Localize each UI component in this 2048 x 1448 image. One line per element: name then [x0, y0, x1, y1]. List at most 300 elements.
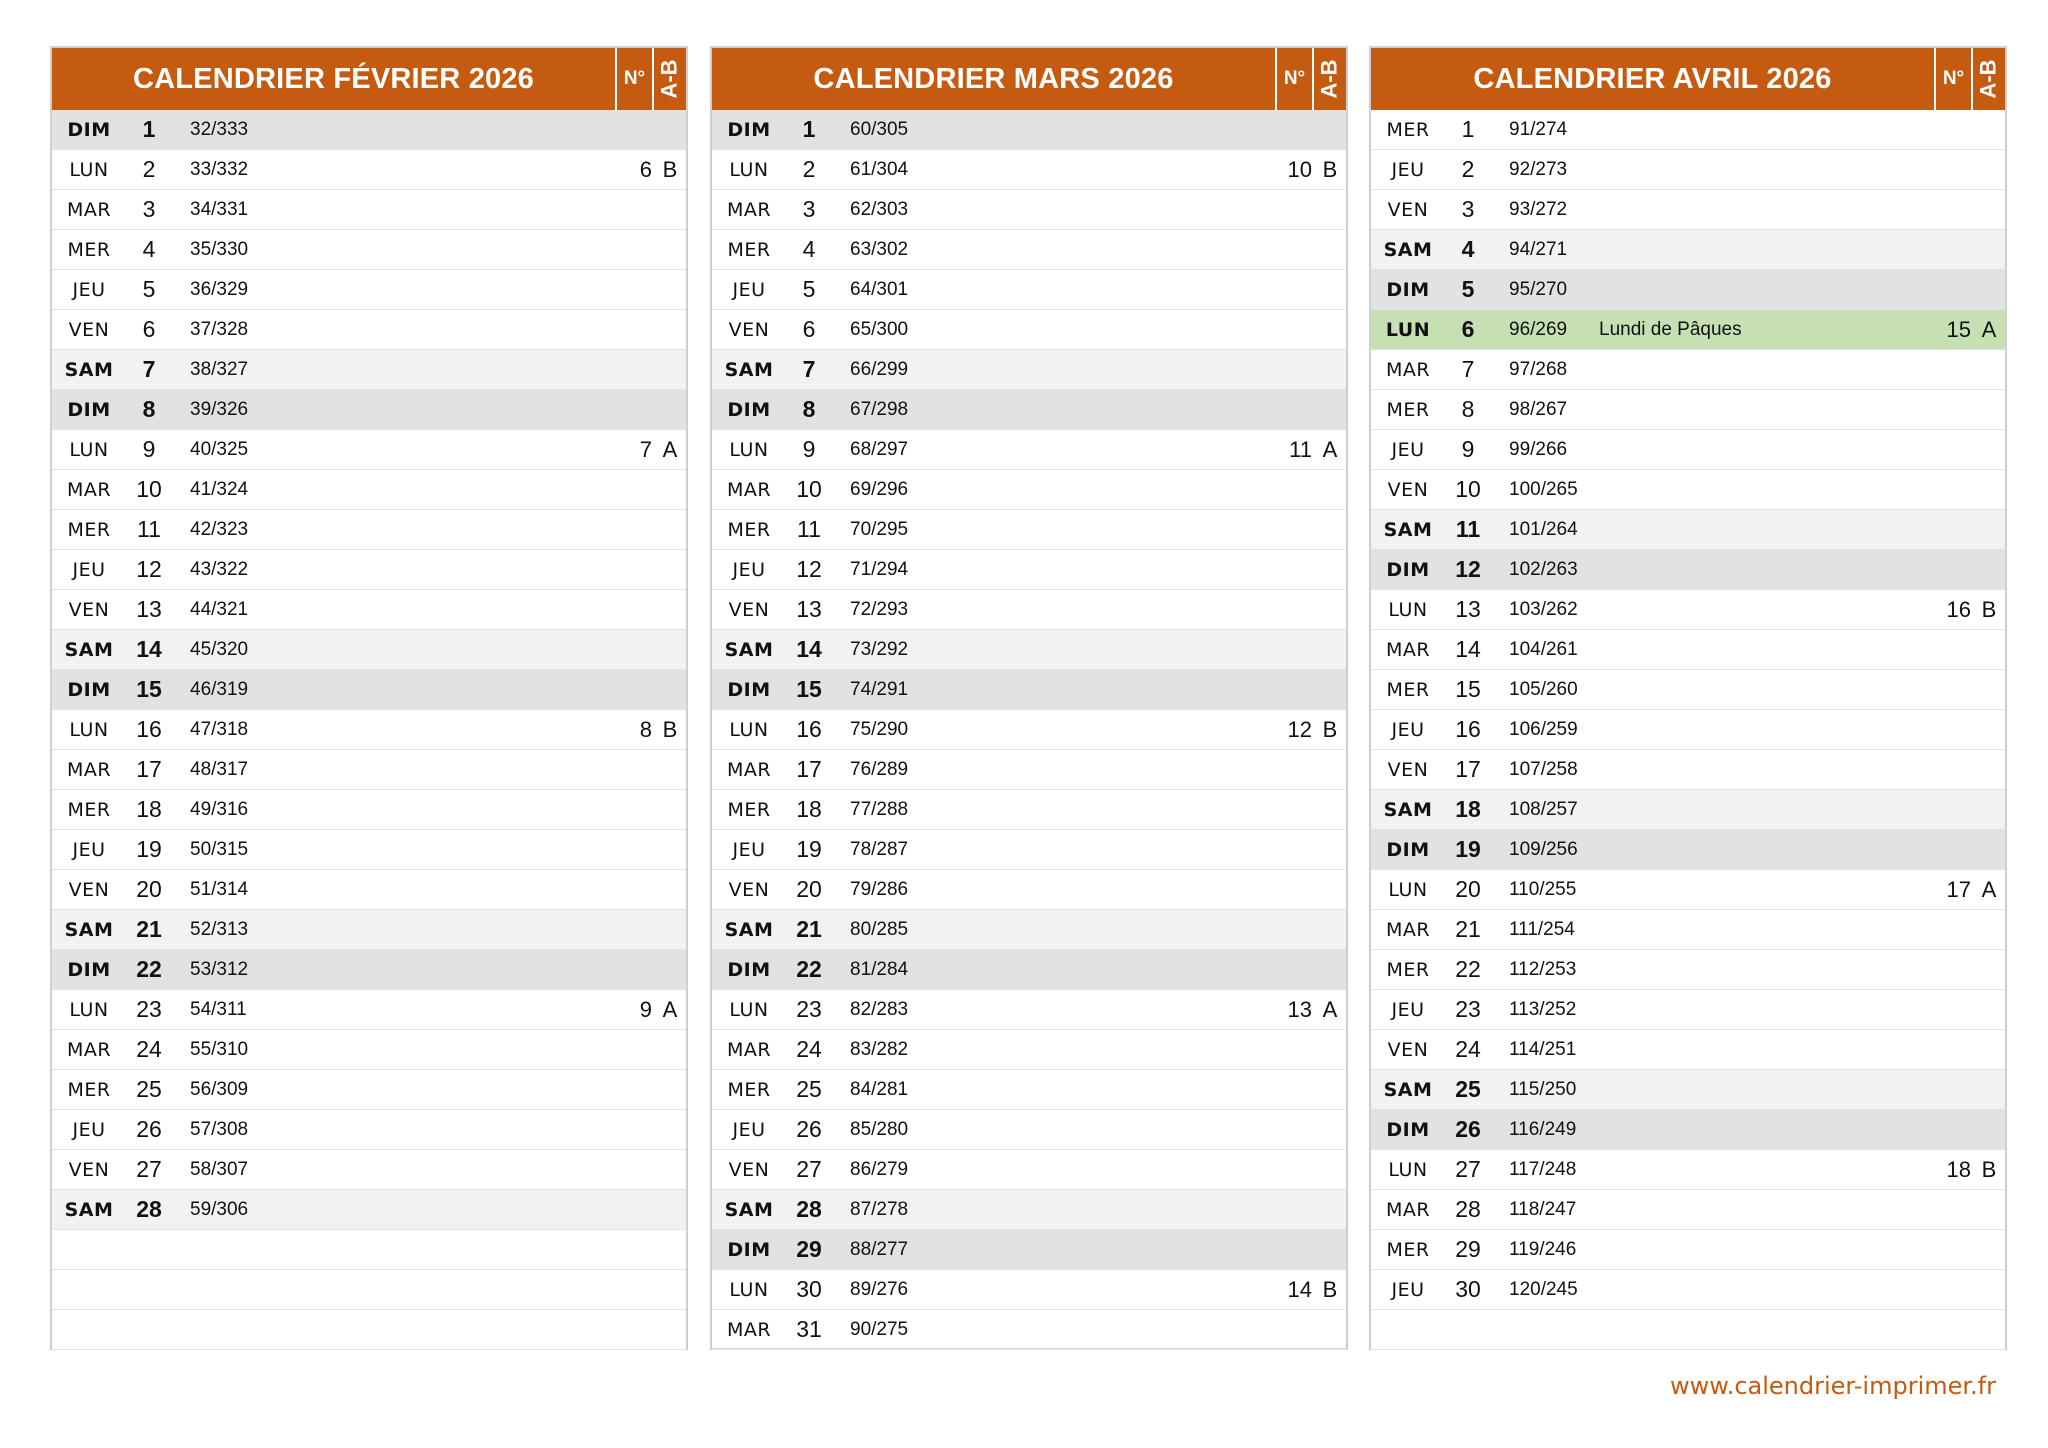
day-number: 11	[797, 516, 821, 542]
day-of-year: 42/323	[190, 518, 249, 540]
weekday: LUN	[729, 438, 769, 461]
day-row	[52, 790, 686, 830]
weekday: MER	[1386, 398, 1430, 421]
weekday: DIM	[727, 958, 771, 981]
day-row	[52, 190, 686, 230]
day-number: 15	[1455, 676, 1481, 702]
day-number: 6	[802, 316, 816, 342]
day-of-year: 38/327	[190, 358, 249, 380]
weekday: VEN	[728, 318, 770, 341]
day-of-year: 43/322	[190, 558, 249, 580]
day-row	[1371, 1190, 2005, 1230]
day-row	[52, 430, 686, 470]
empty-row	[52, 1270, 686, 1310]
week-number: 15	[1946, 316, 1971, 342]
day-row	[712, 1110, 1346, 1150]
week-number: 14	[1287, 1276, 1312, 1302]
day-of-year: 108/257	[1509, 798, 1578, 820]
day-number: 11	[137, 516, 161, 542]
day-of-year: 82/283	[850, 998, 909, 1020]
weekday: VEN	[1387, 758, 1429, 781]
weekday: JEU	[1391, 1278, 1425, 1301]
day-number: 21	[136, 916, 162, 942]
day-row	[1371, 110, 2005, 150]
day-number: 12	[796, 556, 822, 582]
day-number: 19	[796, 836, 822, 862]
week-ab: B	[662, 716, 678, 742]
day-of-year: 77/288	[850, 798, 909, 820]
day-row	[1371, 270, 2005, 310]
weekday: MER	[67, 1078, 111, 1101]
day-of-year: 90/275	[850, 1318, 909, 1340]
day-number: 17	[796, 756, 822, 782]
weekday: MAR	[66, 1038, 112, 1061]
holiday-row	[1371, 310, 2005, 350]
day-of-year: 109/256	[1509, 838, 1578, 860]
day-of-year: 76/289	[850, 758, 909, 780]
day-of-year: 111/254	[1509, 918, 1575, 940]
weekday: MAR	[726, 1038, 772, 1061]
day-of-year: 74/291	[850, 678, 909, 700]
website-link[interactable]: www.calendrier-imprimer.fr	[1670, 1372, 1996, 1400]
day-of-year: 119/246	[1509, 1238, 1577, 1260]
day-number: 7	[142, 356, 156, 382]
day-of-year: 107/258	[1509, 758, 1578, 780]
weekday: MAR	[726, 198, 772, 221]
day-of-year: 44/321	[190, 598, 249, 620]
weekday: DIM	[1386, 558, 1430, 581]
day-row	[712, 430, 1346, 470]
week-number-header: N°	[615, 48, 652, 110]
weekday: DIM	[727, 398, 771, 421]
weekday: MER	[67, 798, 111, 821]
day-row	[712, 1070, 1346, 1110]
day-row	[52, 1110, 686, 1150]
weekday: MAR	[66, 198, 112, 221]
day-of-year: 85/280	[850, 1118, 909, 1140]
day-number: 31	[796, 1316, 822, 1342]
day-number: 1	[1461, 116, 1475, 142]
week-ab: A	[1981, 316, 1997, 342]
day-row	[1371, 750, 2005, 790]
day-row	[712, 830, 1346, 870]
weekday: MER	[1386, 1238, 1430, 1261]
day-of-year: 35/330	[190, 238, 249, 260]
day-number: 21	[1455, 916, 1481, 942]
weekday: MER	[67, 518, 111, 541]
weekday: LUN	[69, 998, 109, 1021]
day-number: 25	[136, 1076, 162, 1102]
day-row	[712, 1270, 1346, 1310]
weekday: SAM	[724, 918, 774, 941]
day-row	[52, 110, 686, 150]
day-number: 7	[1461, 356, 1475, 382]
month-title: CALENDRIER FÉVRIER 2026	[132, 62, 535, 95]
day-of-year: 58/307	[190, 1158, 249, 1180]
weekday: MAR	[1385, 638, 1431, 661]
day-number: 5	[142, 276, 156, 302]
day-row	[712, 550, 1346, 590]
day-number: 4	[1461, 236, 1475, 262]
day-of-year: 72/293	[850, 598, 909, 620]
event-label: Lundi de Pâques	[1599, 318, 1742, 340]
day-number: 27	[136, 1156, 162, 1182]
week-number: 12	[1287, 716, 1312, 742]
day-row	[52, 390, 686, 430]
day-number: 22	[796, 956, 822, 982]
day-number: 16	[136, 716, 162, 742]
day-row	[712, 1030, 1346, 1070]
weekday: VEN	[1387, 1038, 1429, 1061]
week-number: 8	[639, 716, 652, 742]
weekday: DIM	[67, 958, 111, 981]
weekday: DIM	[727, 118, 771, 141]
ab-header: A-B	[1971, 48, 2005, 110]
day-row	[1371, 790, 2005, 830]
day-of-year: 36/329	[190, 278, 249, 300]
weekday: MER	[727, 238, 771, 261]
weekday: MAR	[1385, 918, 1431, 941]
day-number: 8	[802, 396, 816, 422]
day-of-year: 66/299	[850, 358, 909, 380]
day-of-year: 106/259	[1509, 718, 1578, 740]
day-row	[52, 470, 686, 510]
day-number: 17	[136, 756, 162, 782]
day-row	[1371, 550, 2005, 590]
day-row	[1371, 390, 2005, 430]
day-of-year: 100/265	[1509, 478, 1578, 500]
week-number-header: N°	[1275, 48, 1312, 110]
day-number: 2	[802, 156, 816, 182]
weekday: LUN	[1388, 1158, 1428, 1181]
day-of-year: 68/297	[850, 438, 909, 460]
day-number: 11	[1455, 516, 1481, 542]
weekday: VEN	[68, 1158, 110, 1181]
day-row	[52, 230, 686, 270]
weekday: JEU	[72, 558, 106, 581]
day-of-year: 33/332	[190, 158, 249, 180]
day-number: 2	[142, 156, 156, 182]
weekday: JEU	[72, 278, 106, 301]
day-row	[712, 510, 1346, 550]
day-number: 10	[796, 476, 822, 502]
month-table-march	[710, 46, 1348, 1350]
weekday: MAR	[726, 1318, 772, 1341]
day-row	[712, 470, 1346, 510]
weekday: LUN	[729, 718, 769, 741]
day-row	[52, 1030, 686, 1070]
weekday: SAM	[724, 638, 774, 661]
month-header	[52, 48, 686, 110]
day-row	[52, 590, 686, 630]
weekday: MAR	[1385, 1198, 1431, 1221]
day-of-year: 65/300	[850, 318, 909, 340]
week-ab: B	[1322, 1276, 1338, 1302]
day-of-year: 113/252	[1509, 998, 1577, 1020]
day-number: 5	[1461, 276, 1475, 302]
day-of-year: 102/263	[1509, 558, 1578, 580]
day-row	[1371, 710, 2005, 750]
day-number: 28	[796, 1196, 822, 1222]
day-of-year: 59/306	[190, 1198, 249, 1220]
day-row	[1371, 1230, 2005, 1270]
day-row	[1371, 470, 2005, 510]
day-row	[1371, 1030, 2005, 1070]
weekday: VEN	[68, 598, 110, 621]
day-row	[52, 310, 686, 350]
day-of-year: 104/261	[1509, 638, 1578, 660]
empty-row	[52, 1310, 686, 1350]
day-of-year: 41/324	[190, 478, 249, 500]
day-number: 3	[802, 196, 816, 222]
day-row	[1371, 950, 2005, 990]
day-row	[1371, 1270, 2005, 1310]
weekday: SAM	[1383, 238, 1433, 261]
weekday: MAR	[726, 758, 772, 781]
day-row	[52, 1150, 686, 1190]
week-number: 18	[1946, 1156, 1971, 1182]
day-number: 22	[136, 956, 162, 982]
day-of-year: 96/269	[1509, 318, 1568, 340]
day-number: 20	[1455, 876, 1481, 902]
weekday: LUN	[729, 998, 769, 1021]
day-of-year: 99/266	[1509, 438, 1568, 460]
day-of-year: 56/309	[190, 1078, 249, 1100]
weekday: MER	[1386, 118, 1430, 141]
day-row	[712, 190, 1346, 230]
day-number: 19	[136, 836, 162, 862]
day-number: 10	[136, 476, 162, 502]
ab-header: A-B	[1312, 48, 1346, 110]
month-table-february	[50, 46, 688, 1350]
day-row	[1371, 350, 2005, 390]
weekday: SAM	[64, 918, 114, 941]
day-row	[712, 870, 1346, 910]
day-row	[52, 1190, 686, 1230]
day-of-year: 117/248	[1509, 1158, 1577, 1180]
day-of-year: 71/294	[850, 558, 909, 580]
day-row	[1371, 150, 2005, 190]
weekday: MER	[1386, 678, 1430, 701]
day-number: 27	[1455, 1156, 1481, 1182]
day-of-year: 50/315	[190, 838, 249, 860]
weekday: SAM	[64, 358, 114, 381]
day-of-year: 101/264	[1509, 518, 1578, 540]
day-of-year: 84/281	[850, 1078, 909, 1100]
week-number: 7	[639, 436, 652, 462]
day-number: 5	[802, 276, 816, 302]
week-number: 16	[1946, 596, 1971, 622]
day-of-year: 94/271	[1509, 238, 1568, 260]
day-row	[1371, 990, 2005, 1030]
weekday: JEU	[732, 278, 766, 301]
day-row	[52, 950, 686, 990]
day-row	[712, 670, 1346, 710]
day-row	[52, 830, 686, 870]
day-number: 23	[796, 996, 822, 1022]
day-of-year: 49/316	[190, 798, 249, 820]
day-number: 28	[1455, 1196, 1481, 1222]
day-number: 10	[1455, 476, 1481, 502]
day-of-year: 55/310	[190, 1038, 249, 1060]
day-of-year: 118/247	[1509, 1198, 1577, 1220]
day-of-year: 95/270	[1509, 278, 1568, 300]
day-row	[1371, 430, 2005, 470]
weekday: MAR	[66, 758, 112, 781]
day-row	[712, 710, 1346, 750]
weekday: MER	[727, 798, 771, 821]
day-of-year: 88/277	[850, 1238, 909, 1260]
day-row	[712, 1230, 1346, 1270]
weekday: SAM	[1383, 798, 1433, 821]
day-number: 13	[1455, 596, 1481, 622]
weekday: JEU	[732, 838, 766, 861]
day-number: 21	[796, 916, 822, 942]
day-number: 14	[136, 636, 162, 662]
day-row	[712, 230, 1346, 270]
day-row	[712, 270, 1346, 310]
day-of-year: 103/262	[1509, 598, 1578, 620]
day-row	[712, 990, 1346, 1030]
weekday: DIM	[1386, 278, 1430, 301]
day-row	[52, 630, 686, 670]
day-row	[712, 790, 1346, 830]
day-number: 20	[796, 876, 822, 902]
day-number: 24	[796, 1036, 822, 1062]
day-rows	[52, 110, 686, 1350]
day-number: 16	[1455, 716, 1481, 742]
day-number: 17	[1455, 756, 1481, 782]
day-number: 13	[136, 596, 162, 622]
month-table-april	[1369, 46, 2007, 1350]
day-number: 1	[802, 116, 816, 142]
day-of-year: 52/313	[190, 918, 249, 940]
day-row	[712, 950, 1346, 990]
day-row	[52, 270, 686, 310]
day-number: 25	[796, 1076, 822, 1102]
day-of-year: 75/290	[850, 718, 909, 740]
weekday: LUN	[69, 718, 109, 741]
month-title: CALENDRIER MARS 2026	[813, 62, 1174, 95]
day-number: 1	[142, 116, 156, 142]
weekday: MER	[67, 238, 111, 261]
day-of-year: 67/298	[850, 398, 909, 420]
day-row	[712, 590, 1346, 630]
day-of-year: 110/255	[1509, 878, 1577, 900]
day-number: 18	[1455, 796, 1481, 822]
day-of-year: 98/267	[1509, 398, 1568, 420]
weekday: JEU	[1391, 718, 1425, 741]
day-of-year: 45/320	[190, 638, 249, 660]
weekday: JEU	[1391, 438, 1425, 461]
day-of-year: 48/317	[190, 758, 249, 780]
weekday: MER	[727, 518, 771, 541]
day-row	[52, 150, 686, 190]
month-title: CALENDRIER AVRIL 2026	[1473, 62, 1832, 95]
day-of-year: 37/328	[190, 318, 249, 340]
day-number: 26	[1455, 1116, 1481, 1142]
day-of-year: 57/308	[190, 1118, 249, 1140]
day-number: 4	[802, 236, 816, 262]
day-of-year: 70/295	[850, 518, 909, 540]
day-number: 9	[1461, 436, 1475, 462]
day-number: 14	[1455, 636, 1481, 662]
day-row	[712, 1190, 1346, 1230]
weekday: SAM	[1383, 518, 1433, 541]
day-row	[1371, 1110, 2005, 1150]
day-row	[712, 1150, 1346, 1190]
day-number: 9	[142, 436, 156, 462]
weekday: JEU	[732, 1118, 766, 1141]
day-row	[52, 870, 686, 910]
day-row	[1371, 230, 2005, 270]
month-header	[712, 48, 1346, 110]
day-number: 6	[142, 316, 156, 342]
day-number: 29	[796, 1236, 822, 1262]
week-number-header: N°	[1934, 48, 1971, 110]
day-row	[1371, 630, 2005, 670]
day-number: 16	[796, 716, 822, 742]
day-row	[712, 910, 1346, 950]
weekday: JEU	[72, 1118, 106, 1141]
day-row	[1371, 190, 2005, 230]
weekday: DIM	[67, 118, 111, 141]
month-header	[1371, 48, 2005, 110]
day-number: 29	[1455, 1236, 1481, 1262]
day-of-year: 91/274	[1509, 118, 1568, 140]
weekday: SAM	[64, 1198, 114, 1221]
day-of-year: 51/314	[190, 878, 249, 900]
day-of-year: 116/249	[1509, 1118, 1577, 1140]
day-of-year: 78/287	[850, 838, 909, 860]
week-number: 13	[1287, 996, 1312, 1022]
day-row	[1371, 670, 2005, 710]
day-row	[52, 990, 686, 1030]
weekday: MAR	[726, 478, 772, 501]
weekday: LUN	[1388, 598, 1428, 621]
day-row	[712, 750, 1346, 790]
day-number: 4	[142, 236, 156, 262]
day-of-year: 114/251	[1509, 1038, 1577, 1060]
day-of-year: 80/285	[850, 918, 909, 940]
day-of-year: 61/304	[850, 158, 909, 180]
weekday: DIM	[727, 678, 771, 701]
day-row	[712, 350, 1346, 390]
empty-row	[1371, 1310, 2005, 1350]
day-number: 18	[796, 796, 822, 822]
day-of-year: 115/250	[1509, 1078, 1577, 1100]
day-number: 24	[1455, 1036, 1481, 1062]
day-of-year: 105/260	[1509, 678, 1578, 700]
week-ab: A	[1981, 876, 1997, 902]
day-number: 26	[136, 1116, 162, 1142]
day-row	[712, 390, 1346, 430]
day-number: 23	[136, 996, 162, 1022]
weekday: LUN	[1388, 878, 1428, 901]
day-row	[1371, 1150, 2005, 1190]
week-ab: B	[1981, 1156, 1997, 1182]
day-of-year: 79/286	[850, 878, 909, 900]
weekday: VEN	[728, 878, 770, 901]
week-ab: A	[662, 996, 678, 1022]
day-row	[1371, 1070, 2005, 1110]
weekday: VEN	[68, 878, 110, 901]
weekday: JEU	[1391, 998, 1425, 1021]
day-of-year: 62/303	[850, 198, 909, 220]
day-row	[1371, 590, 2005, 630]
day-number: 8	[142, 396, 156, 422]
day-of-year: 39/326	[190, 398, 249, 420]
